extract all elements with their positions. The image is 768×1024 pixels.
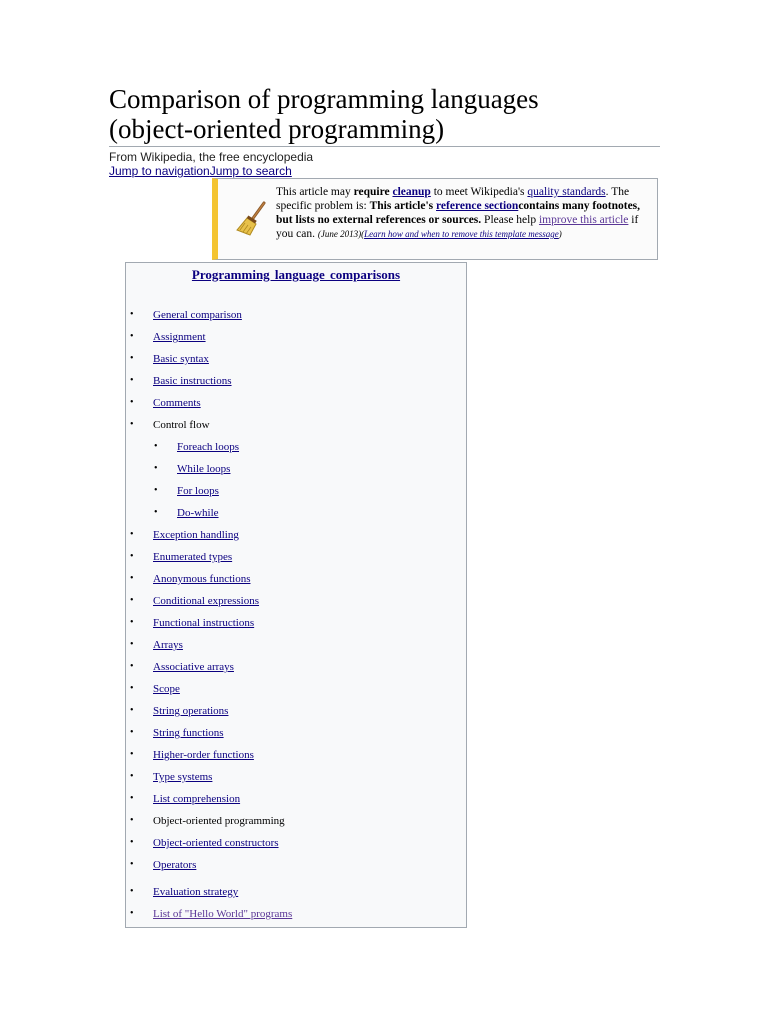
notice-paren: ) bbox=[558, 229, 562, 239]
bullet-icon: • bbox=[130, 886, 134, 897]
notice-problem-text: contains many footnotes, but lists no external references or sources. bbox=[276, 200, 641, 226]
navbox-item[interactable] bbox=[130, 748, 254, 762]
bullet-icon: • bbox=[130, 639, 134, 650]
bullet-icon: • bbox=[130, 859, 134, 870]
notice-text: Please help bbox=[481, 214, 539, 226]
navbox-link[interactable]: Arrays bbox=[153, 639, 183, 651]
navbox-link[interactable]: Exception handling bbox=[153, 529, 239, 541]
quality-standards-link[interactable]: quality standards bbox=[527, 186, 606, 198]
navbox-link[interactable]: Type systems bbox=[153, 771, 213, 783]
navbox-link[interactable]: Object-oriented constructors bbox=[153, 837, 279, 849]
navbox-link[interactable]: Comments bbox=[153, 397, 201, 409]
navbox-link[interactable]: Assignment bbox=[153, 331, 206, 343]
navbox-item[interactable] bbox=[130, 792, 241, 806]
cleanup-notice-box bbox=[212, 178, 658, 260]
navbox-link[interactable]: Foreach loops bbox=[177, 441, 240, 453]
bullet-icon: • bbox=[130, 749, 134, 760]
navbox-subitem[interactable] bbox=[154, 506, 219, 520]
navbox-link[interactable]: Enumerated types bbox=[153, 551, 233, 563]
notice-text: to meet Wikipedia's bbox=[430, 186, 528, 198]
cleanup-link[interactable]: cleanup bbox=[392, 186, 431, 198]
programming-language-comparisons-navbox bbox=[125, 262, 467, 928]
navbox-subitem[interactable] bbox=[154, 484, 219, 498]
bullet-icon: • bbox=[130, 793, 134, 804]
navbox-item[interactable] bbox=[130, 885, 239, 899]
bullet-icon: • bbox=[130, 705, 134, 716]
navbox-item[interactable] bbox=[130, 638, 183, 652]
navbox-item[interactable] bbox=[130, 396, 201, 410]
notice-problem-text: This article's bbox=[369, 200, 437, 212]
bullet-icon: • bbox=[130, 683, 134, 694]
bullet-icon: • bbox=[130, 908, 134, 919]
jump-to-search-link[interactable]: Jump to search bbox=[209, 164, 292, 178]
navbox-item[interactable] bbox=[130, 704, 229, 718]
navbox-subitem[interactable] bbox=[154, 462, 231, 476]
navbox-item[interactable] bbox=[130, 550, 233, 564]
navbox-link[interactable]: Do-while bbox=[177, 507, 219, 519]
navbox-item bbox=[130, 418, 210, 432]
navbox-item[interactable] bbox=[130, 308, 242, 322]
notice-text: if you can. bbox=[276, 214, 639, 240]
bullet-icon: • bbox=[130, 309, 134, 320]
navbox-label: Control flow bbox=[153, 419, 210, 431]
notice-text: . The specific problem is: bbox=[276, 186, 630, 212]
navbox-title-link[interactable]: Programming language comparisons bbox=[191, 267, 401, 282]
notice-text: This article may bbox=[276, 186, 354, 198]
navbox-link[interactable]: Functional instructions bbox=[153, 617, 255, 629]
bullet-icon: • bbox=[130, 397, 134, 408]
bullet-icon: • bbox=[154, 463, 158, 474]
navbox-item[interactable] bbox=[130, 858, 197, 872]
navbox-link[interactable]: Associative arrays bbox=[153, 661, 234, 673]
navbox-item[interactable] bbox=[130, 836, 279, 850]
improve-article-link[interactable]: improve this article bbox=[538, 214, 629, 226]
jump-to-navigation-link[interactable]: Jump to navigation bbox=[109, 164, 210, 178]
navbox-subitem[interactable] bbox=[154, 440, 240, 454]
navbox-link[interactable]: Higher-order functions bbox=[153, 749, 254, 761]
navbox-label: Object-oriented programming bbox=[153, 815, 285, 827]
jump-links bbox=[109, 164, 292, 178]
page-title bbox=[109, 84, 669, 144]
remove-template-message-link[interactable]: Learn how and when to remove this template message bbox=[364, 229, 559, 239]
navbox-item[interactable] bbox=[130, 352, 209, 366]
navbox-link[interactable]: General comparison bbox=[153, 309, 242, 321]
navbox-link[interactable]: Conditional expressions bbox=[153, 595, 260, 607]
broom-icon bbox=[234, 199, 274, 239]
navbox-item[interactable] bbox=[130, 330, 206, 344]
cleanup-notice-text bbox=[276, 185, 656, 241]
bullet-icon: • bbox=[154, 507, 158, 518]
navbox-link[interactable]: Basic syntax bbox=[153, 353, 209, 365]
bullet-icon: • bbox=[154, 441, 158, 452]
bullet-icon: • bbox=[130, 815, 134, 826]
bullet-icon: • bbox=[130, 551, 134, 562]
bullet-icon: • bbox=[130, 595, 134, 606]
bullet-icon: • bbox=[154, 485, 158, 496]
navbox-item[interactable] bbox=[130, 770, 213, 784]
navbox-item[interactable] bbox=[130, 907, 293, 921]
navbox-link[interactable]: Anonymous functions bbox=[153, 573, 251, 585]
navbox-item[interactable] bbox=[130, 594, 260, 608]
title-divider bbox=[109, 146, 660, 147]
page-title-line-2: (object-oriented programming) bbox=[109, 114, 445, 144]
navbox-item[interactable] bbox=[130, 572, 251, 586]
bullet-icon: • bbox=[130, 661, 134, 672]
navbox-item bbox=[130, 814, 285, 828]
notice-date: (June 2013) bbox=[317, 229, 362, 239]
navbox-link[interactable]: While loops bbox=[177, 463, 231, 475]
navbox-item[interactable] bbox=[130, 528, 239, 542]
navbox-link[interactable]: For loops bbox=[177, 485, 219, 497]
bullet-icon: • bbox=[130, 353, 134, 364]
navbox-link[interactable]: Operators bbox=[153, 859, 197, 871]
reference-section-link[interactable]: reference section bbox=[436, 200, 519, 212]
bullet-icon: • bbox=[130, 771, 134, 782]
navbox-item[interactable] bbox=[130, 726, 224, 740]
navbox-title bbox=[126, 267, 466, 283]
bullet-icon: • bbox=[130, 331, 134, 342]
navbox-link[interactable]: List comprehension bbox=[153, 793, 241, 805]
navbox-link[interactable]: String functions bbox=[153, 727, 224, 739]
bullet-icon: • bbox=[130, 375, 134, 386]
bullet-icon: • bbox=[130, 529, 134, 540]
bullet-icon: • bbox=[130, 727, 134, 738]
navbox-link[interactable]: List of "Hello World" programs bbox=[153, 908, 293, 920]
notice-require-text: require bbox=[353, 186, 393, 198]
notice-paren: ( bbox=[361, 229, 365, 239]
navbox-item[interactable] bbox=[130, 374, 232, 388]
bullet-icon: • bbox=[130, 573, 134, 584]
navbox-link[interactable]: Evaluation strategy bbox=[153, 886, 239, 898]
site-tagline: From Wikipedia, the free encyclopedia bbox=[109, 150, 314, 164]
navbox-item[interactable] bbox=[130, 616, 255, 630]
navbox-item[interactable] bbox=[130, 682, 180, 696]
page-title-line-1: Comparison of programming languages bbox=[109, 84, 539, 114]
bullet-icon: • bbox=[130, 617, 134, 628]
bullet-icon: • bbox=[130, 419, 134, 430]
navbox-link[interactable]: Basic instructions bbox=[153, 375, 232, 387]
navbox-link[interactable]: Scope bbox=[153, 683, 180, 695]
navbox-link[interactable]: String operations bbox=[153, 705, 229, 717]
bullet-icon: • bbox=[130, 837, 134, 848]
navbox-item[interactable] bbox=[130, 660, 234, 674]
